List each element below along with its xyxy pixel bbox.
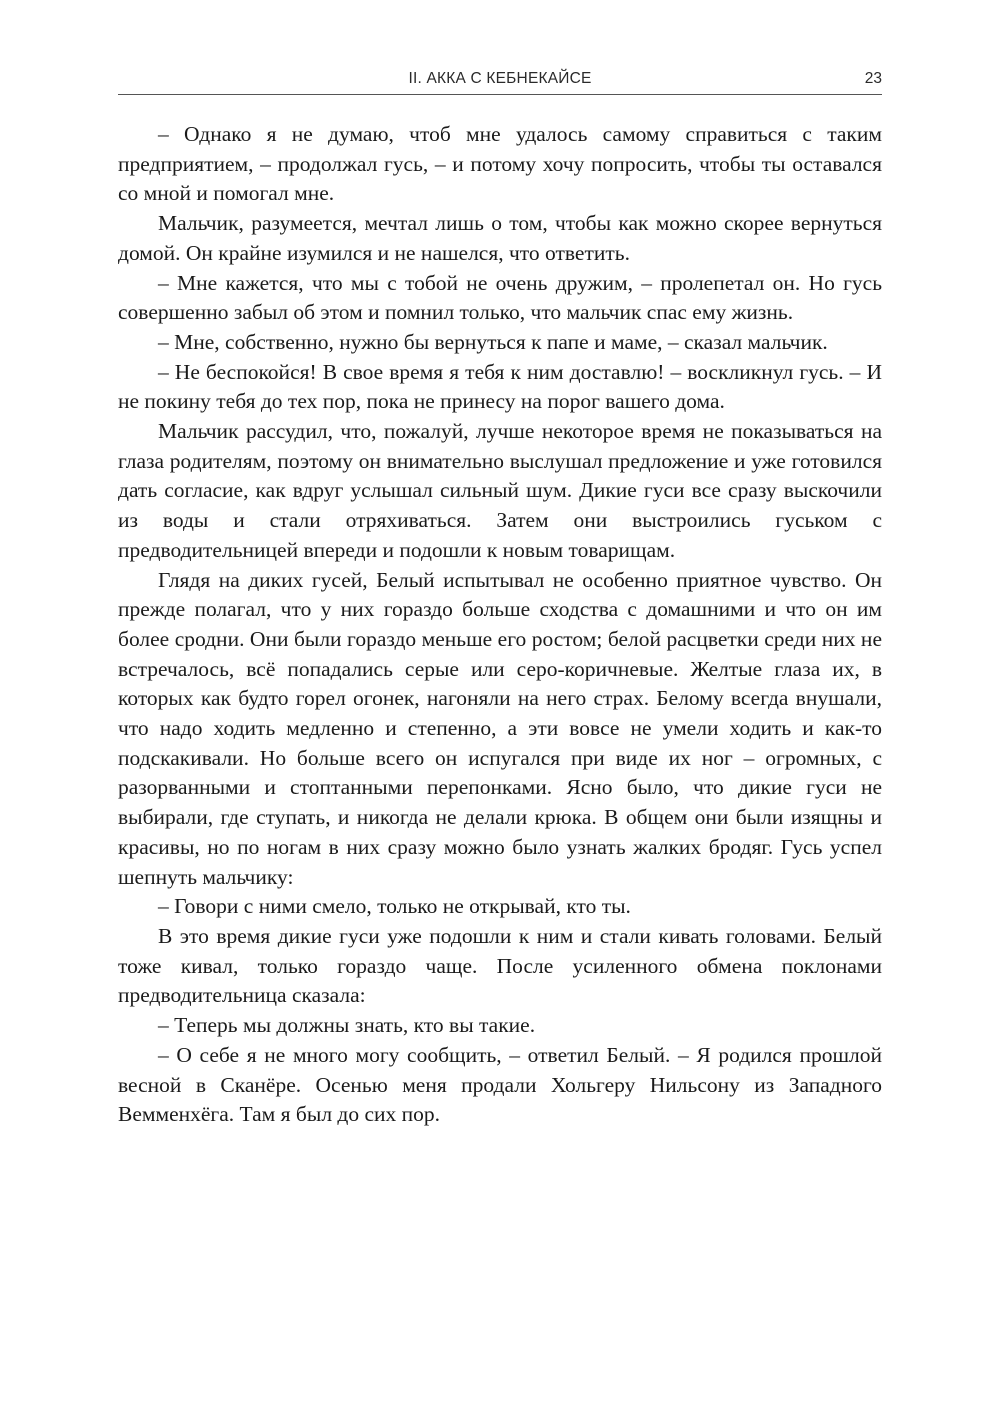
paragraph: – Мне, собственно, нужно бы вернуться к папе и маме, – сказал мальчик. <box>158 329 828 354</box>
paragraph: Мальчик, разумеется, мечтал лишь о том, чтобы как можно скорее вернуться домой. Он крайне изумился и не нашелся, что ответить. <box>118 211 882 265</box>
paragraph: – Говори с ними смело, только не открывай, кто ты. <box>158 894 631 919</box>
page-number: 23 <box>864 70 882 87</box>
paragraph: – Не беспокойся! В свое время я тебя к ним доставлю! – воскликнул гусь. – И не покину тебя до тех пор, пока не принесу на порог вашего дома. <box>118 359 882 414</box>
running-header <box>118 68 882 95</box>
body-text <box>118 120 882 1130</box>
paragraph: В это время дикие гуси уже подошли к ним и стали кивать головами. Белый тоже кивал, только гораздо чаще. После усиленного обмена поклонами предводительница сказала: <box>118 923 882 1008</box>
running-title: II. АККА С КЕБНЕКАЙСЕ <box>408 70 592 87</box>
paragraph: – Теперь мы должны знать, кто вы такие. <box>158 1013 536 1038</box>
paragraph: Глядя на диких гусей, Белый испытывал не особенно приятное чувство. Он прежде полагал, что у них гораздо больше сходства с домашними и что он им более сродни. Они были гораздо меньше его ростом; белой расцветки среди них не встречалось, всё попадались серые или серо-коричневые. Желтые глаза их, в которых как будто горел огонек, нагоняли на него страх. Белому всегда внушали, что надо ходить медленно и степенно, а эти вовсе не умели ходить и как-то подскакивали. Но больше всего он испугался при виде их ног – огромных, с разорванными и стоптанными перепонками. Ясно было, что дикие гуси не выбирали, где ступать, и никогда не делали крюка. В общем они были изящны и красивы, но по ногам в них сразу можно было узнать жалких бродяг. Гусь успел шепнуть мальчику: <box>118 567 882 889</box>
paragraph: – О себе я не много могу сообщить, – ответил Белый. – Я родился прошлой весной в Сканёре. Осенью меня продали Хольгеру Нильсону из Западного Вемменхёга. Там я был до сих пор. <box>118 1042 882 1127</box>
paragraph: – Мне кажется, что мы с тобой не очень дружим, – пролепетал он. Но гусь совершенно забыл об этом и помнил только, что мальчик спас ему жизнь. <box>118 270 882 325</box>
paragraph: Мальчик рассудил, что, пожалуй, лучше некоторое время не показываться на глаза родителям, поэтому он внимательно выслушал предложение и уже готовился дать согласие, как вдруг услышал сильный шум. Дикие гуси все сразу выскочили из воды и стали отряхиваться. Затем они выстроились гуськом с предводительницей впереди и подошли к новым товарищам. <box>118 419 882 562</box>
paragraph: – Однако я не думаю, чтоб мне удалось самому справиться с таким предприятием, – продолжал гусь, – и потому хочу попросить, чтобы ты оставался со мной и помогал мне. <box>118 122 882 206</box>
